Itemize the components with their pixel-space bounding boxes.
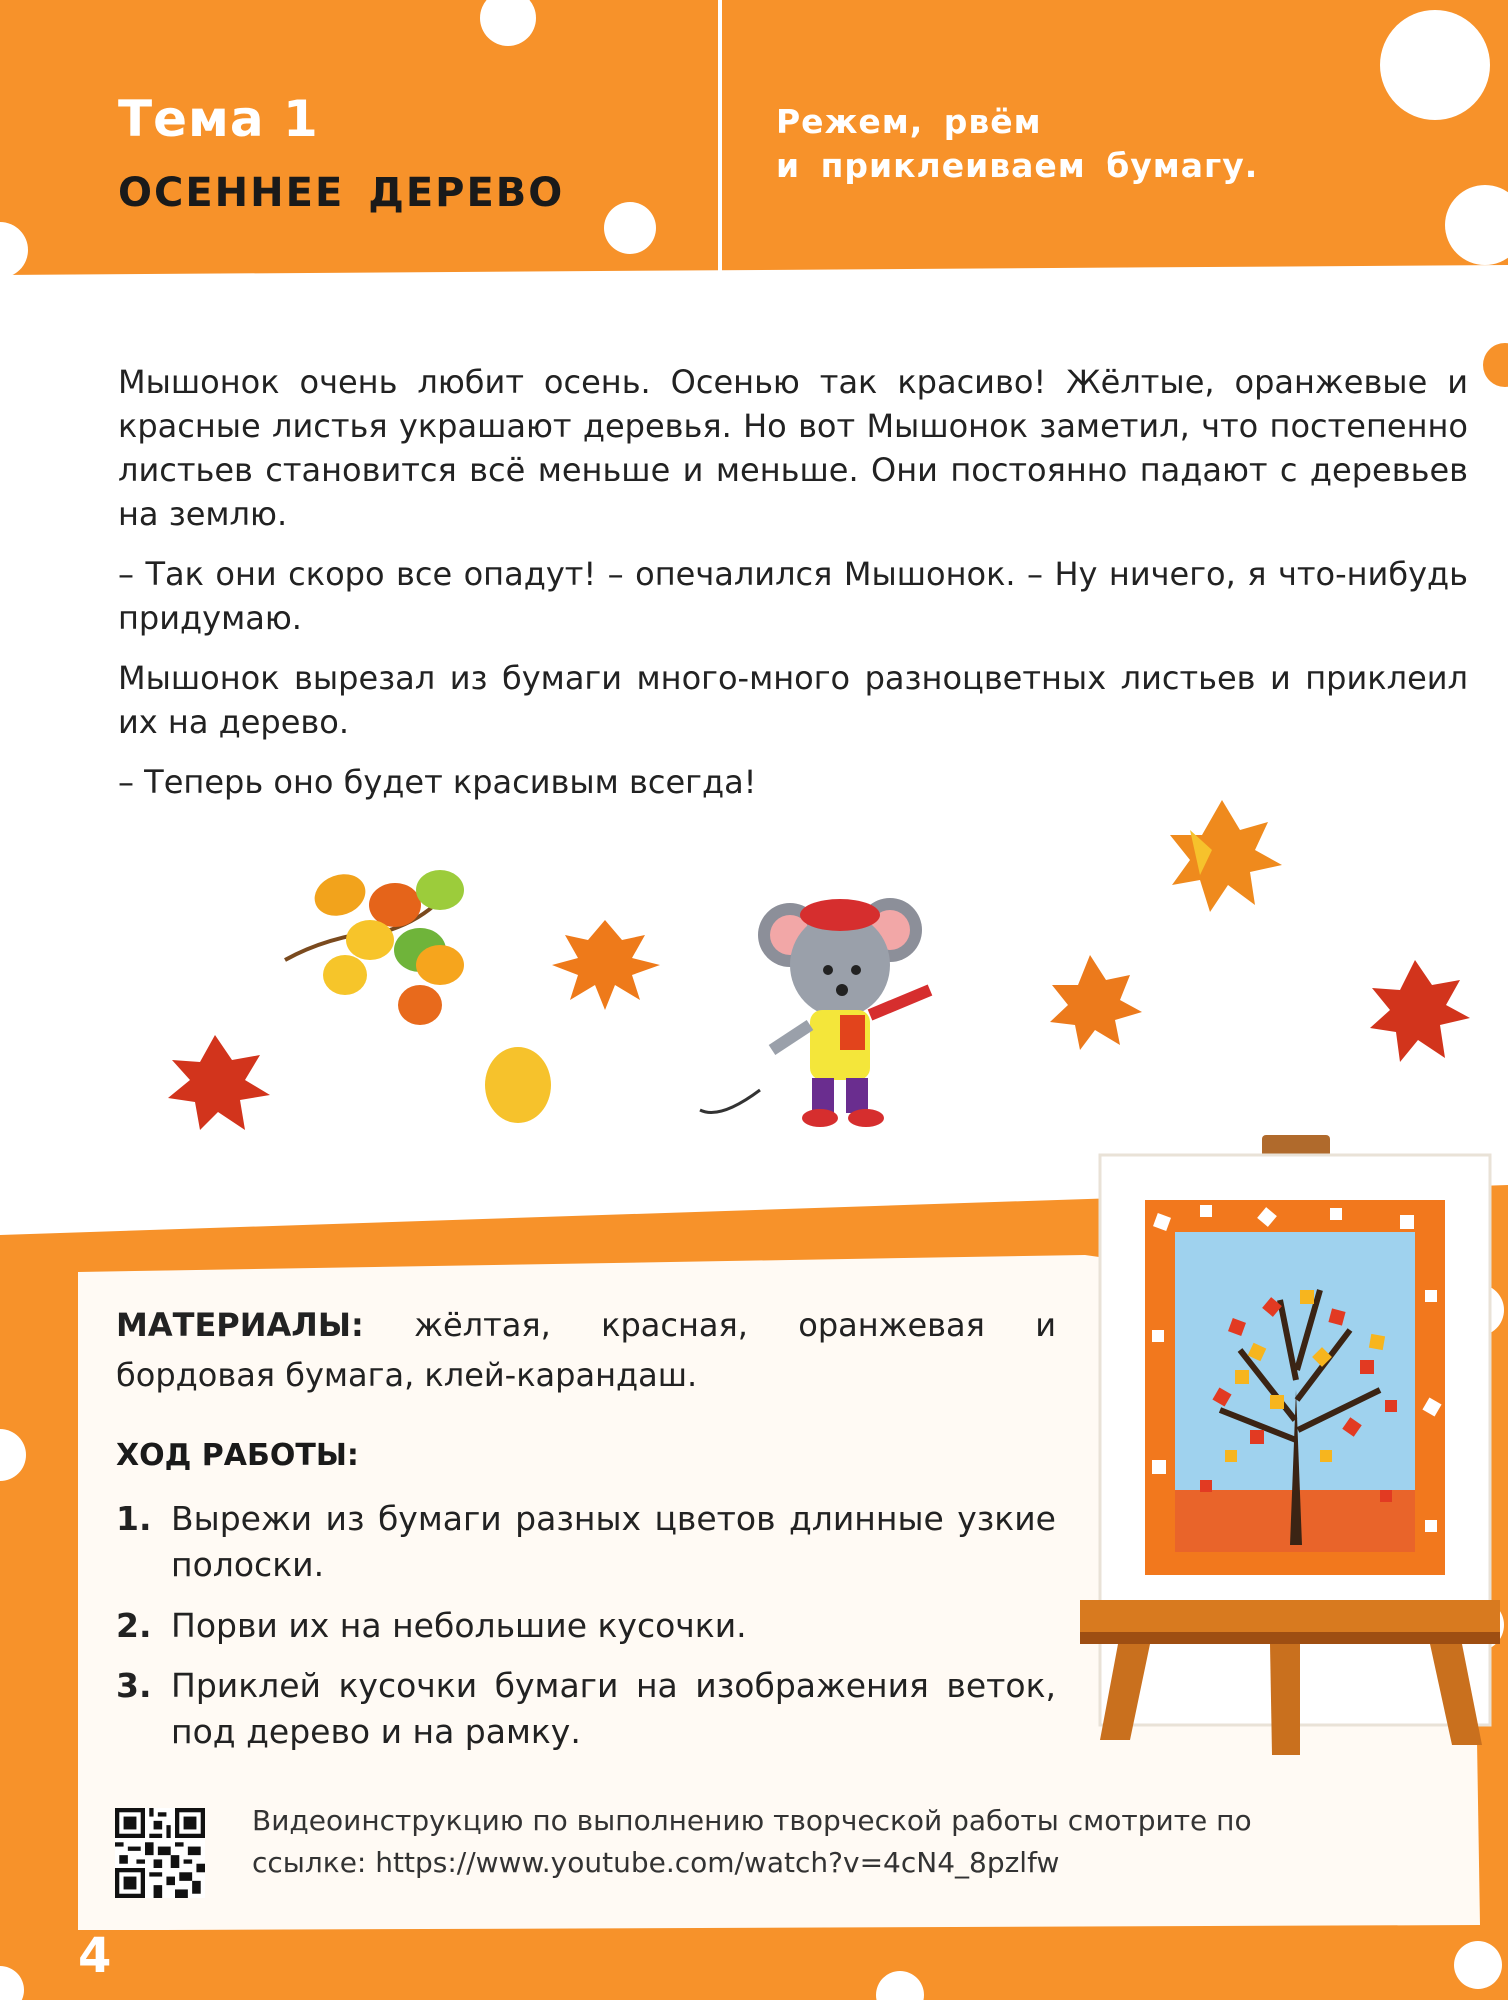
step-text: Приклей кусочки бумаги на изображения веток, под дерево и на рамку. xyxy=(171,1666,1056,1751)
mouse-character xyxy=(700,898,930,1127)
video-instruction-note: Видеоинструкцию по выполнению творческой работы смотрите по ссылке: https://www.youtube.com/watch?v=4cN4_8pzlfw xyxy=(252,1804,1252,1879)
step-text: Порви их на небольшие кусочки. xyxy=(171,1606,747,1645)
story-paragraph-3: Мышонок вырезал из бумаги много-много разноцветных листьев и приклеил их на дерево. xyxy=(118,659,1468,741)
subtitle-line-1: Режем, рвём xyxy=(776,102,1042,141)
step-number: 2. xyxy=(116,1606,152,1645)
procedure-step xyxy=(116,1663,1056,1755)
subtitle-line-2: и приклеиваем бумагу. xyxy=(776,146,1259,185)
header-divider xyxy=(718,0,722,275)
story-paragraph-4: – Теперь оно будет красивым всегда! xyxy=(118,763,757,801)
procedure-title: ХОД РАБОТЫ: xyxy=(116,1438,359,1473)
materials-section xyxy=(116,1300,1056,1400)
story-paragraph-1: Мышонок очень любит осень. Осенью так красиво! Жёлтые, оранжевые и красные листья украшают деревья. Но вот Мышонок заметил, что постепенно листьев становится всё меньше и меньше. Они постоянно падают с деревьев на землю. xyxy=(118,363,1468,533)
page-number: 4 xyxy=(78,1928,112,1984)
step-number: 3. xyxy=(116,1666,152,1705)
procedure-step xyxy=(116,1496,1056,1588)
dot-decoration xyxy=(1454,1941,1502,1989)
dot-decoration xyxy=(1380,10,1490,120)
materials-text: жёлтая, красная, оранжевая и бордовая бумага, клей-карандаш. xyxy=(116,1306,1057,1394)
theme-title: ОСЕННЕЕ ДЕРЕВО xyxy=(118,170,565,216)
qr-code-icon[interactable] xyxy=(115,1808,205,1898)
step-text: Вырежи из бумаги разных цветов длинные узкие полоски. xyxy=(171,1499,1056,1584)
theme-subtitle xyxy=(776,100,1336,188)
story-paragraph-2: – Так они скоро все опадут! – опечалился Мышонок. – Ну ничего, я что-нибудь придумаю. xyxy=(118,555,1468,637)
dot-decoration xyxy=(1483,343,1508,387)
procedure-step xyxy=(116,1603,1056,1649)
easel-illustration xyxy=(1080,1135,1500,1755)
step-number: 1. xyxy=(116,1499,152,1538)
materials-label: МАТЕРИАЛЫ: xyxy=(116,1306,364,1344)
theme-number: Тема 1 xyxy=(118,90,319,148)
dot-decoration xyxy=(604,202,656,254)
